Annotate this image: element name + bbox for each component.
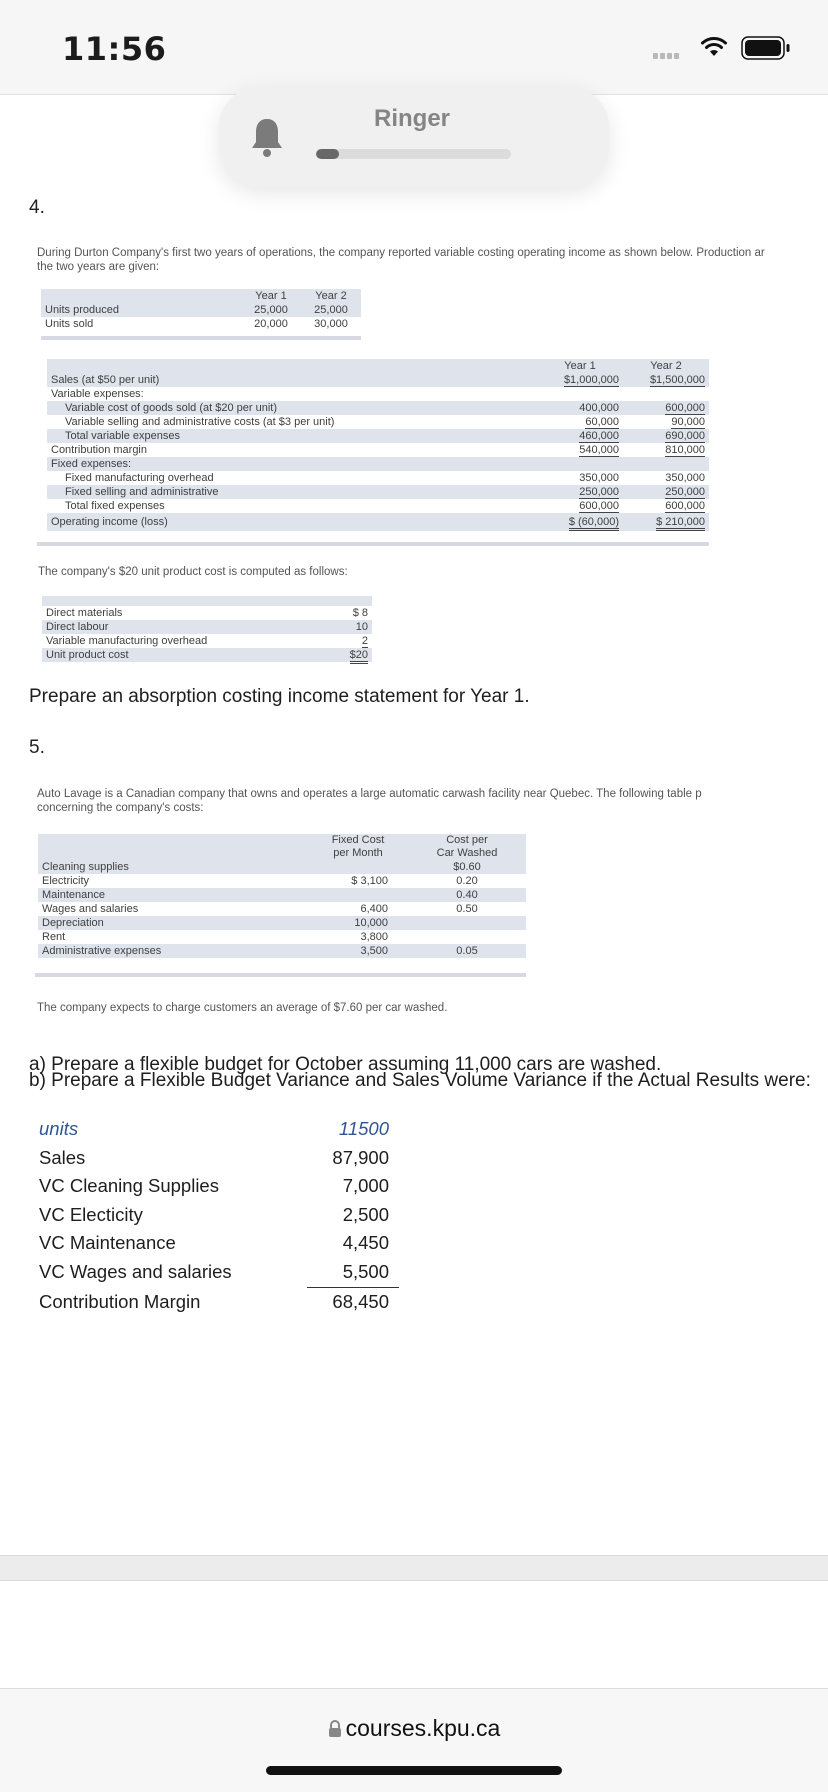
row-label: Variable expenses:: [51, 388, 144, 400]
table-row: [39, 1261, 399, 1290]
table-row: [39, 1291, 399, 1320]
cellular-signal-icon: [653, 53, 679, 59]
charge-text: The company expects to charge customers an average of $7.60 per car washed.: [37, 1002, 448, 1014]
units-header-year1: Year 1: [241, 289, 301, 303]
row-label: Unit product cost: [42, 648, 312, 662]
table-row: [38, 944, 526, 958]
url-display[interactable]: [0, 1715, 828, 1742]
header-cost-per-car: [408, 834, 526, 860]
table-rule: [35, 973, 526, 977]
cell-value: 25,000: [241, 303, 301, 317]
url-text: courses.kpu.ca: [345, 1715, 501, 1741]
actual-results-table: [39, 1118, 399, 1320]
cell-value: $ 210,000: [656, 516, 705, 531]
row-label: Units produced: [41, 303, 241, 317]
cell-value: 3,500: [308, 944, 408, 958]
row-label: Variable cost of goods sold (at $20 per unit): [47, 401, 537, 415]
ringer-title: Ringer: [374, 105, 451, 132]
income-header-year1: Year 1: [537, 359, 623, 373]
cost-table: [38, 834, 526, 958]
row-label: Electricity: [42, 875, 90, 887]
cell-value: $ 8: [352, 607, 368, 619]
table-row: [38, 874, 526, 888]
row-label: units: [39, 1118, 79, 1139]
income-statement-table: [47, 359, 709, 531]
cell-value: 87,900: [332, 1146, 389, 1168]
page-scroll-edge: [0, 1555, 828, 1581]
row-label: Sales (at $50 per unit): [47, 373, 537, 387]
cell-value: 90,000: [671, 416, 705, 428]
cell-value: $1,500,000: [649, 374, 705, 386]
row-label: Fixed expenses:: [47, 457, 537, 471]
cell-value: 460,000: [579, 430, 619, 442]
cell-value: 2,500: [342, 1203, 389, 1225]
cell-value: 3,800: [360, 931, 388, 943]
q5-intro: [37, 787, 702, 815]
status-time: 11:56: [62, 30, 167, 68]
row-label: Depreciation: [38, 916, 308, 930]
total-rule: [307, 1287, 399, 1288]
row-label: Variable selling and administrative costs (at $3 per unit): [65, 416, 335, 428]
table-row: [38, 888, 526, 902]
q4-intro-line1: During Durton Company's first two years of operations, the company reported variable costing operating income as shown below. Production ar: [37, 247, 765, 259]
cell-value: [308, 888, 408, 902]
table-row: [38, 916, 526, 930]
table-rule: [41, 336, 361, 340]
row-label: Cleaning supplies: [38, 860, 308, 874]
cell-value: 600,000: [665, 402, 705, 414]
cell-value: 600,000: [665, 500, 705, 512]
row-label: Fixed manufacturing overhead: [65, 472, 214, 484]
cell-value: $ (60,000): [569, 516, 619, 531]
cell-value: 0.05: [408, 944, 526, 958]
table-row: [39, 1175, 399, 1204]
cell-value: 60,000: [585, 416, 619, 428]
cell-value: 20,000: [254, 318, 288, 330]
cell-value: 540,000: [579, 444, 619, 456]
row-label: Maintenance: [38, 888, 308, 902]
row-label: Variable manufacturing overhead: [46, 635, 208, 647]
cell-value: $0.60: [408, 860, 526, 874]
question-number: 4.: [29, 197, 45, 218]
row-label: Total fixed expenses: [65, 500, 165, 512]
q5-intro-line1: Auto Lavage is a Canadian company that owns and operates a large automatic carwash facility near Quebec. The following table p: [37, 788, 702, 800]
cell-value: 250,000: [579, 486, 619, 498]
units-header-year2: Year 2: [301, 289, 361, 303]
row-label: Administrative expenses: [38, 944, 308, 958]
table-row: [39, 1204, 399, 1233]
battery-icon: [741, 36, 791, 60]
cell-value: 810,000: [665, 444, 705, 456]
table-row: [38, 860, 526, 874]
cell-value: [408, 930, 526, 944]
cell-value: 2: [361, 635, 368, 647]
cell-value: 350,000: [665, 472, 705, 484]
cell-value: 4,450: [342, 1232, 389, 1253]
cell-value: 7,000: [342, 1175, 389, 1196]
table-row: [41, 303, 361, 317]
q5-prompt-b: b) Prepare a Flexible Budget Variance and Sales Volume Variance if the Actual Results were:: [29, 1070, 811, 1091]
row-label: Wages and salaries: [42, 903, 139, 915]
header-text: Car Washed: [436, 847, 498, 859]
cell-value: 0.50: [456, 903, 478, 915]
row-label: Direct labour: [42, 620, 312, 634]
table-row: [41, 317, 361, 331]
table-row: [39, 1147, 399, 1176]
unit-cost-intro: The company's $20 unit product cost is computed as follows:: [38, 566, 348, 578]
cell-value: 600,000: [579, 500, 619, 512]
bell-icon: [249, 115, 285, 159]
row-label: Total variable expenses: [47, 429, 537, 443]
ringer-volume-hud: [219, 87, 609, 187]
cell-value: 11500: [338, 1118, 389, 1139]
table-row: [38, 902, 526, 916]
header-text: Fixed Cost: [331, 834, 385, 846]
cell-value: 400,000: [537, 401, 623, 415]
table-row: [38, 930, 526, 944]
cell-value: [308, 860, 408, 874]
cell-value: 68,450: [332, 1291, 389, 1312]
unit-cost-table: [42, 596, 372, 662]
q4-intro-line2: the two years are given:: [37, 261, 160, 273]
status-bar: [0, 0, 828, 95]
cell-value: [408, 916, 526, 930]
units-table: [41, 289, 361, 331]
row-label: Operating income (loss): [47, 513, 537, 531]
cell-value: 6,400: [360, 903, 388, 915]
q5-intro-line2: concerning the company's costs:: [37, 802, 204, 814]
table-rule: [37, 542, 709, 546]
home-indicator[interactable]: [266, 1766, 562, 1775]
question-number: 5.: [29, 737, 45, 758]
header-text: per Month: [333, 847, 383, 859]
row-label: Contribution Margin: [39, 1291, 201, 1312]
cell-value: 25,000: [301, 303, 361, 317]
browser-address-bar[interactable]: [0, 1688, 828, 1792]
q4-intro: [37, 246, 765, 274]
ringer-volume-fill: [316, 149, 339, 159]
row-label: Fixed selling and administrative: [47, 485, 537, 499]
cell-value: $1,000,000: [563, 374, 619, 386]
cell-value: 690,000: [665, 430, 705, 442]
table-row: [39, 1232, 399, 1261]
q5-prompt-a: a) Prepare a flexible budget for October assuming 11,000 cars are washed.: [29, 1054, 662, 1075]
row-label: VC Maintenance: [39, 1232, 176, 1253]
cell-value: $ 3,100: [351, 875, 388, 887]
row-label: Contribution margin: [51, 444, 147, 456]
cell-value: 30,000: [314, 318, 348, 330]
ringer-volume-slider[interactable]: [316, 149, 511, 159]
income-header-year2: Year 2: [623, 359, 709, 373]
cell-value: 5,500: [342, 1260, 389, 1282]
cell-value: $20: [350, 649, 368, 664]
cell-value: 0.20: [456, 875, 478, 887]
cell-value: 0.40: [408, 888, 526, 902]
header-fixed-cost: [308, 834, 408, 860]
lock-icon: [328, 1720, 342, 1738]
cell-value: 350,000: [579, 472, 619, 484]
wifi-icon: [700, 36, 728, 58]
row-label: Direct materials: [46, 607, 123, 619]
row-label: VC Electicity: [39, 1203, 143, 1225]
row-label: Sales: [39, 1146, 86, 1168]
row-label: VC Wages and salaries: [39, 1260, 232, 1282]
header-text: Cost per: [446, 834, 488, 846]
table-row: [39, 1118, 399, 1147]
q4-prompt: Prepare an absorption costing income statement for Year 1.: [29, 686, 530, 707]
row-label: Units sold: [45, 318, 94, 330]
cell-value: 10: [312, 620, 372, 634]
cell-value: 250,000: [665, 486, 705, 498]
row-label: Rent: [42, 931, 66, 943]
row-label: VC Cleaning Supplies: [39, 1175, 219, 1196]
cell-value: 10,000: [308, 916, 408, 930]
